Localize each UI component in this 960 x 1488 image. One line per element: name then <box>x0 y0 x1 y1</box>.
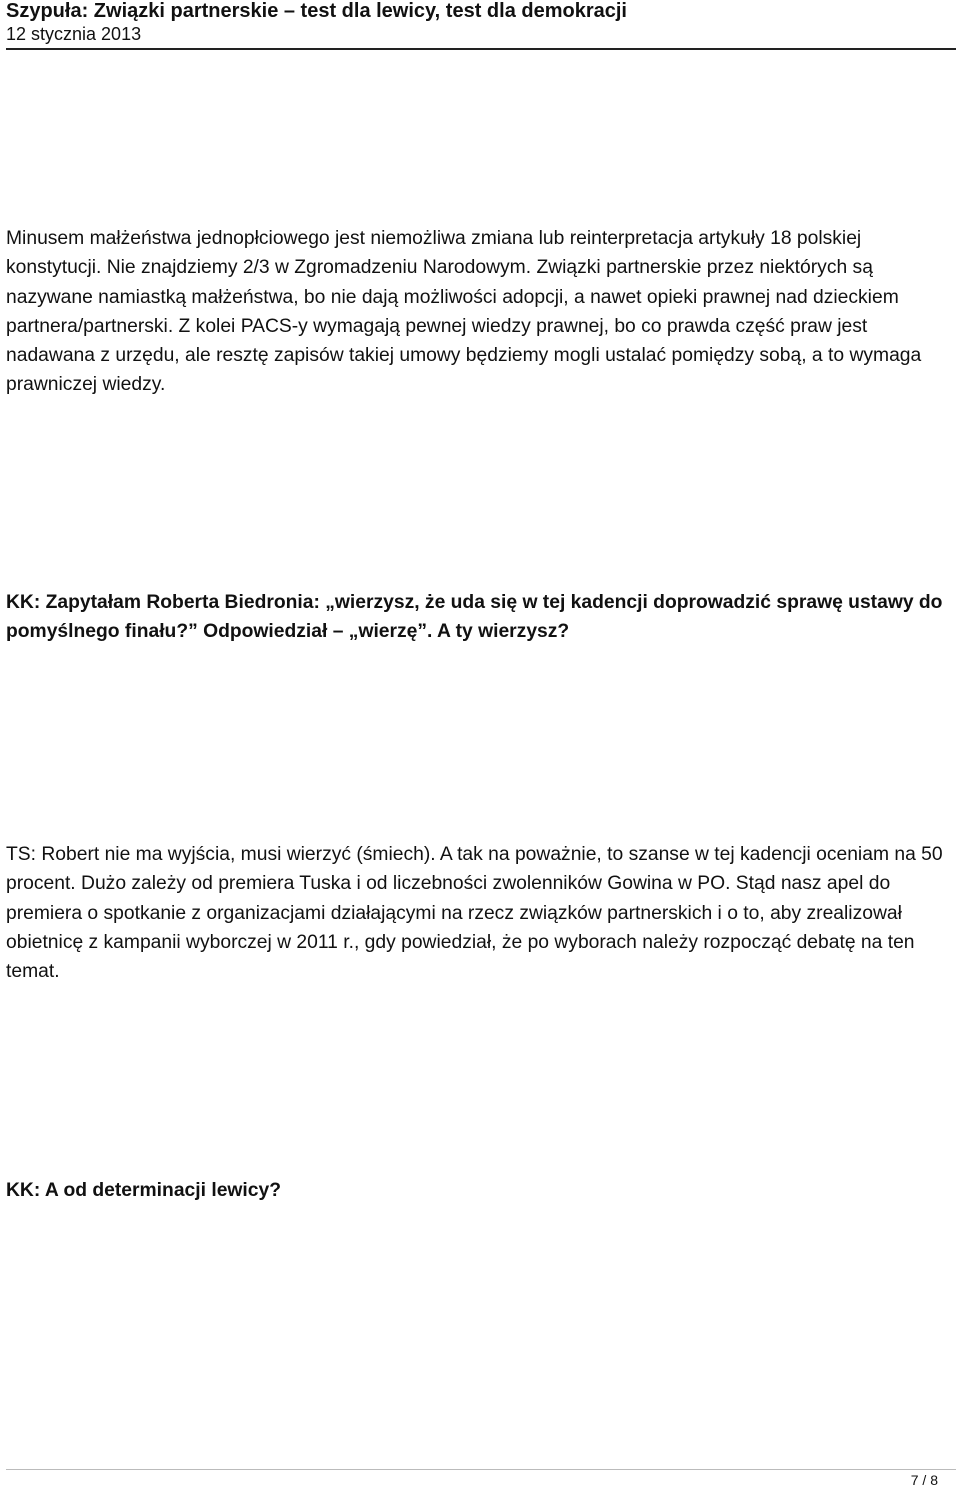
paragraph-question-2: KK: A od determinacji lewicy? <box>6 1180 281 1201</box>
article-date: 12 stycznia 2013 <box>6 24 142 44</box>
paragraph-question-1: KK: Zapytałam Roberta Biedronia: „wierzysz, że uda się w tej kadencji doprowadzić sprawę ustawy do pomyślnego finału?” Odpowiedział – „wierzę”. A ty wierzysz? <box>6 592 943 643</box>
header-divider <box>6 48 956 50</box>
page-number: 7 / 8 <box>910 1472 938 1488</box>
paragraph-body-1: Minusem małżeństwa jednopłciowego jest niemożliwa zmiana lub reinterpretacja artykuły 18 polskiej konstytucji. Nie znajdziemy 2/3 w Zgromadzeniu Narodowym. Związki partnerskie przez niektórych są nazywane namiastką małżeństwa, bo nie dają możliwości adopcji, a nawet opieki prawnej nad dzieckiem partnera/partnerski. Z kolei PACS-y wymagają pewnej wiedzy prawnej, bo co prawda część praw jest nadawana z urzędu, ale resztę zapisów takiej umowy będziemy mogli ustalać pomiędzy sobą, a to wymaga prawniczej wiedzy. <box>6 228 922 396</box>
document-header <box>6 0 956 45</box>
footer-divider <box>6 1469 956 1470</box>
article-title: Szypuła: Związki partnerskie – test dla lewicy, test dla demokracji <box>6 0 627 22</box>
paragraph-answer-1: TS: Robert nie ma wyjścia, musi wierzyć (śmiech). A tak na poważnie, to szanse w tej kadencji oceniam na 50 procent. Dużo zależy od premiera Tuska i od liczebności zwolenników Gowina w PO. Stąd nasz apel do premiera o spotkanie z organizacjami działającymi na rzecz związków partnerskich i o to, aby zrealizował obietnicę z kampanii wyborczej w 2011 r., gdy powiedział, że po wyborach należy rozpocząć debatę na ten temat. <box>6 844 943 983</box>
